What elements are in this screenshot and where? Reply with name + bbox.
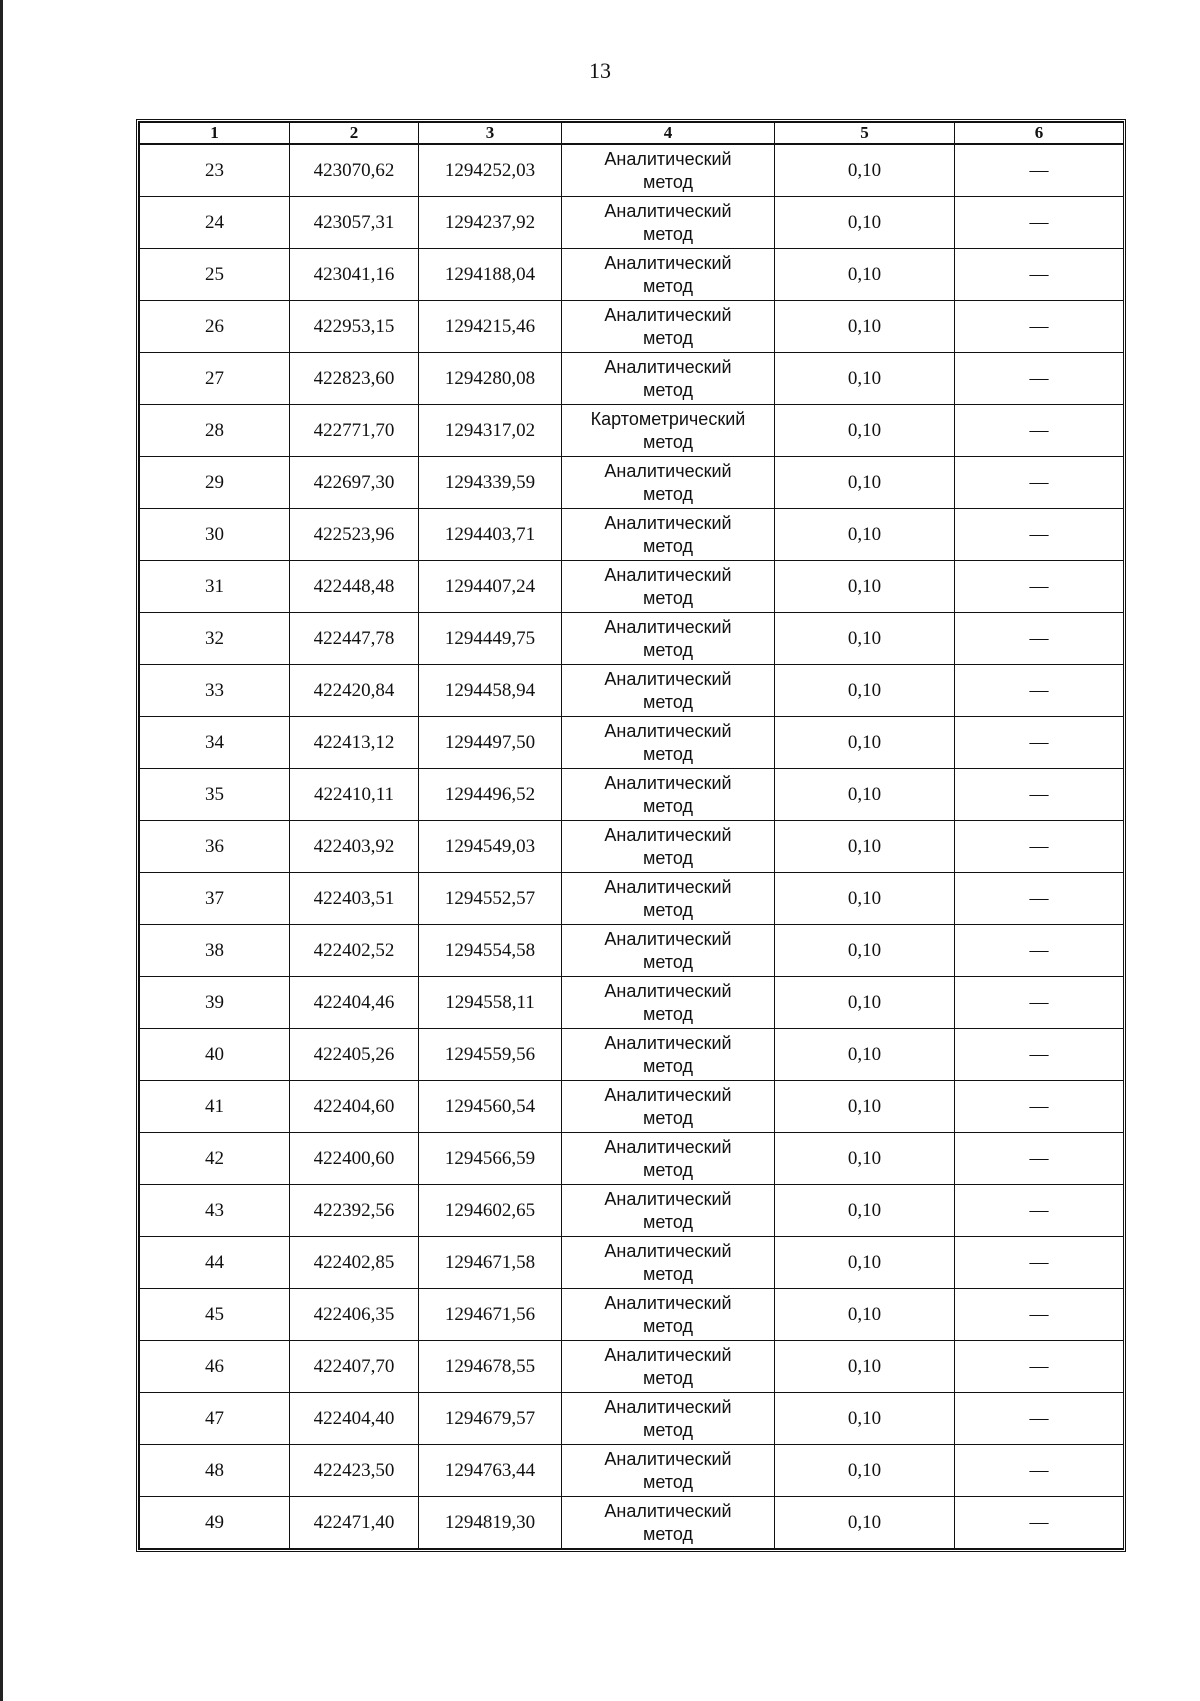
- note-dash: —: [1029, 159, 1049, 181]
- note-dash: —: [1029, 627, 1049, 649]
- note-cell: [955, 1341, 1124, 1393]
- table-row: [140, 197, 1124, 249]
- x-coordinate-cell: 422403,51: [290, 873, 419, 925]
- method-text-line: метод: [643, 1107, 693, 1128]
- note-cell: [955, 353, 1124, 405]
- accuracy-cell: 0,10: [775, 144, 955, 197]
- point-number-cell: 48: [140, 1445, 290, 1497]
- note-cell: [955, 1237, 1124, 1289]
- point-number-cell: 40: [140, 1029, 290, 1081]
- x-coordinate-cell: 423070,62: [290, 144, 419, 197]
- y-coordinate-cell: 1294458,94: [419, 665, 562, 717]
- header-cell: 4: [562, 123, 775, 145]
- method-cell: [562, 769, 775, 821]
- y-coordinate-cell: 1294671,58: [419, 1237, 562, 1289]
- method-text-line: Аналитический: [604, 720, 732, 741]
- x-coordinate-cell: 422404,40: [290, 1393, 419, 1445]
- y-coordinate-cell: 1294763,44: [419, 1445, 562, 1497]
- table-row: [140, 1081, 1124, 1133]
- note-dash: —: [1029, 887, 1049, 909]
- method-text-line: Аналитический: [604, 1396, 732, 1417]
- accuracy-cell: 0,10: [775, 353, 955, 405]
- header-cell: 2: [290, 123, 419, 145]
- point-number-cell: 25: [140, 249, 290, 301]
- note-dash: —: [1029, 315, 1049, 337]
- accuracy-cell: 0,10: [775, 405, 955, 457]
- x-coordinate-cell: 422402,52: [290, 925, 419, 977]
- header-cell: 1: [140, 123, 290, 145]
- accuracy-cell: 0,10: [775, 509, 955, 561]
- method-text-line: метод: [643, 431, 693, 452]
- table-row: [140, 613, 1124, 665]
- accuracy-cell: 0,10: [775, 561, 955, 613]
- x-coordinate-cell: 422404,46: [290, 977, 419, 1029]
- method-text-line: метод: [643, 483, 693, 504]
- method-text-line: метод: [643, 171, 693, 192]
- x-coordinate-cell: 423041,16: [290, 249, 419, 301]
- point-number-cell: 23: [140, 144, 290, 197]
- method-text-line: Аналитический: [604, 668, 732, 689]
- x-coordinate-cell: 422523,96: [290, 509, 419, 561]
- y-coordinate-cell: 1294602,65: [419, 1185, 562, 1237]
- y-coordinate-cell: 1294497,50: [419, 717, 562, 769]
- method-text-line: метод: [643, 587, 693, 608]
- method-text-line: метод: [643, 535, 693, 556]
- method-text-line: метод: [643, 847, 693, 868]
- point-number-cell: 44: [140, 1237, 290, 1289]
- note-dash: —: [1029, 1511, 1049, 1533]
- table-row: [140, 353, 1124, 405]
- header-cell: 6: [955, 123, 1124, 145]
- method-text-line: Картометрический: [590, 408, 746, 429]
- method-text-line: Аналитический: [604, 616, 732, 637]
- table-row: [140, 1237, 1124, 1289]
- table-row: [140, 1393, 1124, 1445]
- method-text-line: метод: [643, 223, 693, 244]
- method-text-line: метод: [643, 1003, 693, 1024]
- note-cell: [955, 457, 1124, 509]
- accuracy-cell: 0,10: [775, 873, 955, 925]
- x-coordinate-cell: 422413,12: [290, 717, 419, 769]
- note-cell: [955, 613, 1124, 665]
- accuracy-cell: 0,10: [775, 457, 955, 509]
- x-coordinate-cell: 422400,60: [290, 1133, 419, 1185]
- note-dash: —: [1029, 1147, 1049, 1169]
- method-text-line: Аналитический: [604, 824, 732, 845]
- note-dash: —: [1029, 1095, 1049, 1117]
- accuracy-cell: 0,10: [775, 1185, 955, 1237]
- method-cell: [562, 873, 775, 925]
- point-number-cell: 43: [140, 1185, 290, 1237]
- table-row: [140, 144, 1124, 197]
- method-text-line: метод: [643, 899, 693, 920]
- method-cell: [562, 249, 775, 301]
- scan-left-edge: [0, 0, 3, 1701]
- y-coordinate-cell: 1294403,71: [419, 509, 562, 561]
- y-coordinate-cell: 1294558,11: [419, 977, 562, 1029]
- method-cell: [562, 197, 775, 249]
- method-text-line: метод: [643, 639, 693, 660]
- method-text-line: Аналитический: [604, 772, 732, 793]
- method-text-line: метод: [643, 1263, 693, 1284]
- table-row: [140, 1445, 1124, 1497]
- y-coordinate-cell: 1294280,08: [419, 353, 562, 405]
- table-row: [140, 665, 1124, 717]
- coordinates-table: [139, 122, 1124, 1549]
- accuracy-cell: 0,10: [775, 613, 955, 665]
- method-text-line: метод: [643, 1367, 693, 1388]
- accuracy-cell: 0,10: [775, 1029, 955, 1081]
- note-cell: [955, 405, 1124, 457]
- y-coordinate-cell: 1294407,24: [419, 561, 562, 613]
- note-cell: [955, 1497, 1124, 1549]
- method-text-line: Аналитический: [604, 304, 732, 325]
- x-coordinate-cell: 422823,60: [290, 353, 419, 405]
- accuracy-cell: 0,10: [775, 925, 955, 977]
- point-number-cell: 39: [140, 977, 290, 1029]
- accuracy-cell: 0,10: [775, 1445, 955, 1497]
- note-cell: [955, 561, 1124, 613]
- point-number-cell: 46: [140, 1341, 290, 1393]
- method-text-line: Аналитический: [604, 1188, 732, 1209]
- method-text-line: Аналитический: [604, 1032, 732, 1053]
- x-coordinate-cell: 422448,48: [290, 561, 419, 613]
- note-cell: [955, 717, 1124, 769]
- note-dash: —: [1029, 1355, 1049, 1377]
- x-coordinate-cell: 422406,35: [290, 1289, 419, 1341]
- x-coordinate-cell: 422392,56: [290, 1185, 419, 1237]
- table-row: [140, 769, 1124, 821]
- y-coordinate-cell: 1294549,03: [419, 821, 562, 873]
- page-number: 13: [589, 58, 611, 83]
- point-number-cell: 36: [140, 821, 290, 873]
- table-row: [140, 1497, 1124, 1549]
- x-coordinate-cell: 422697,30: [290, 457, 419, 509]
- method-text-line: Аналитический: [604, 980, 732, 1001]
- note-dash: —: [1029, 471, 1049, 493]
- y-coordinate-cell: 1294678,55: [419, 1341, 562, 1393]
- method-cell: [562, 717, 775, 769]
- y-coordinate-cell: 1294560,54: [419, 1081, 562, 1133]
- note-cell: [955, 144, 1124, 197]
- y-coordinate-cell: 1294559,56: [419, 1029, 562, 1081]
- point-number-cell: 29: [140, 457, 290, 509]
- method-text-line: метод: [643, 1315, 693, 1336]
- table-row: [140, 405, 1124, 457]
- note-dash: —: [1029, 783, 1049, 805]
- note-dash: —: [1029, 835, 1049, 857]
- method-cell: [562, 405, 775, 457]
- method-cell: [562, 1237, 775, 1289]
- y-coordinate-cell: 1294237,92: [419, 197, 562, 249]
- point-number-cell: 35: [140, 769, 290, 821]
- note-cell: [955, 821, 1124, 873]
- accuracy-cell: 0,10: [775, 301, 955, 353]
- note-dash: —: [1029, 211, 1049, 233]
- point-number-cell: 27: [140, 353, 290, 405]
- table-row: [140, 457, 1124, 509]
- point-number-cell: 33: [140, 665, 290, 717]
- y-coordinate-cell: 1294671,56: [419, 1289, 562, 1341]
- method-text-line: Аналитический: [604, 460, 732, 481]
- note-dash: —: [1029, 1459, 1049, 1481]
- note-cell: [955, 925, 1124, 977]
- table-row: [140, 717, 1124, 769]
- method-text-line: Аналитический: [604, 1240, 732, 1261]
- method-cell: [562, 1185, 775, 1237]
- method-text-line: Аналитический: [604, 1500, 732, 1521]
- table-row: [140, 1029, 1124, 1081]
- accuracy-cell: 0,10: [775, 249, 955, 301]
- method-text-line: метод: [643, 951, 693, 972]
- method-text-line: Аналитический: [604, 1292, 732, 1313]
- note-dash: —: [1029, 575, 1049, 597]
- method-text-line: Аналитический: [604, 1448, 732, 1469]
- note-cell: [955, 1289, 1124, 1341]
- note-cell: [955, 1133, 1124, 1185]
- x-coordinate-cell: 422771,70: [290, 405, 419, 457]
- note-cell: [955, 873, 1124, 925]
- point-number-cell: 34: [140, 717, 290, 769]
- note-dash: —: [1029, 731, 1049, 753]
- point-number-cell: 30: [140, 509, 290, 561]
- note-cell: [955, 1393, 1124, 1445]
- note-dash: —: [1029, 1199, 1049, 1221]
- note-cell: [955, 197, 1124, 249]
- note-cell: [955, 977, 1124, 1029]
- note-cell: [955, 1185, 1124, 1237]
- x-coordinate-cell: 422404,60: [290, 1081, 419, 1133]
- table-row: [140, 249, 1124, 301]
- method-cell: [562, 925, 775, 977]
- x-coordinate-cell: 422410,11: [290, 769, 419, 821]
- x-coordinate-cell: 422405,26: [290, 1029, 419, 1081]
- method-text-line: метод: [643, 1159, 693, 1180]
- note-dash: —: [1029, 1303, 1049, 1325]
- note-dash: —: [1029, 419, 1049, 441]
- point-number-cell: 38: [140, 925, 290, 977]
- y-coordinate-cell: 1294339,59: [419, 457, 562, 509]
- method-cell: [562, 561, 775, 613]
- method-text-line: метод: [643, 691, 693, 712]
- method-cell: [562, 665, 775, 717]
- x-coordinate-cell: 422420,84: [290, 665, 419, 717]
- table-body: [140, 144, 1124, 1549]
- method-text-line: Аналитический: [604, 512, 732, 533]
- table-row: [140, 977, 1124, 1029]
- note-cell: [955, 301, 1124, 353]
- point-number-cell: 49: [140, 1497, 290, 1549]
- point-number-cell: 37: [140, 873, 290, 925]
- y-coordinate-cell: 1294252,03: [419, 144, 562, 197]
- method-cell: [562, 144, 775, 197]
- method-text-line: Аналитический: [604, 252, 732, 273]
- y-coordinate-cell: 1294554,58: [419, 925, 562, 977]
- method-text-line: метод: [643, 379, 693, 400]
- y-coordinate-cell: 1294449,75: [419, 613, 562, 665]
- accuracy-cell: 0,10: [775, 1237, 955, 1289]
- x-coordinate-cell: 422423,50: [290, 1445, 419, 1497]
- method-cell: [562, 1445, 775, 1497]
- point-number-cell: 32: [140, 613, 290, 665]
- x-coordinate-cell: 422403,92: [290, 821, 419, 873]
- point-number-cell: 42: [140, 1133, 290, 1185]
- note-cell: [955, 1081, 1124, 1133]
- method-text-line: метод: [643, 1211, 693, 1232]
- method-cell: [562, 1029, 775, 1081]
- note-cell: [955, 769, 1124, 821]
- table-row: [140, 509, 1124, 561]
- table-row: [140, 821, 1124, 873]
- accuracy-cell: 0,10: [775, 1497, 955, 1549]
- method-cell: [562, 613, 775, 665]
- method-cell: [562, 301, 775, 353]
- note-dash: —: [1029, 523, 1049, 545]
- accuracy-cell: 0,10: [775, 769, 955, 821]
- table-row: [140, 1133, 1124, 1185]
- header-cell: 5: [775, 123, 955, 145]
- table-row: [140, 1185, 1124, 1237]
- point-number-cell: 47: [140, 1393, 290, 1445]
- y-coordinate-cell: 1294566,59: [419, 1133, 562, 1185]
- note-cell: [955, 1445, 1124, 1497]
- note-dash: —: [1029, 679, 1049, 701]
- table-row: [140, 301, 1124, 353]
- x-coordinate-cell: 423057,31: [290, 197, 419, 249]
- note-dash: —: [1029, 367, 1049, 389]
- note-cell: [955, 509, 1124, 561]
- point-number-cell: 28: [140, 405, 290, 457]
- method-text-line: Аналитический: [604, 200, 732, 221]
- method-text-line: метод: [643, 327, 693, 348]
- accuracy-cell: 0,10: [775, 1081, 955, 1133]
- note-dash: —: [1029, 1251, 1049, 1273]
- method-text-line: метод: [643, 795, 693, 816]
- accuracy-cell: 0,10: [775, 1393, 955, 1445]
- note-cell: [955, 1029, 1124, 1081]
- method-text-line: Аналитический: [604, 564, 732, 585]
- table-row: [140, 561, 1124, 613]
- method-text-line: метод: [643, 1419, 693, 1440]
- method-text-line: Аналитический: [604, 1344, 732, 1365]
- y-coordinate-cell: 1294679,57: [419, 1393, 562, 1445]
- method-text-line: Аналитический: [604, 876, 732, 897]
- method-cell: [562, 1081, 775, 1133]
- method-cell: [562, 821, 775, 873]
- x-coordinate-cell: 422407,70: [290, 1341, 419, 1393]
- method-cell: [562, 1133, 775, 1185]
- method-text-line: метод: [643, 1523, 693, 1544]
- note-cell: [955, 665, 1124, 717]
- point-number-cell: 31: [140, 561, 290, 613]
- y-coordinate-cell: 1294496,52: [419, 769, 562, 821]
- method-text-line: метод: [643, 743, 693, 764]
- point-number-cell: 41: [140, 1081, 290, 1133]
- method-text-line: метод: [643, 275, 693, 296]
- x-coordinate-cell: 422471,40: [290, 1497, 419, 1549]
- method-cell: [562, 509, 775, 561]
- point-number-cell: 26: [140, 301, 290, 353]
- method-cell: [562, 1341, 775, 1393]
- method-cell: [562, 1497, 775, 1549]
- note-dash: —: [1029, 1407, 1049, 1429]
- method-cell: [562, 1289, 775, 1341]
- header-cell: 3: [419, 123, 562, 145]
- method-text-line: Аналитический: [604, 928, 732, 949]
- table-row: [140, 1289, 1124, 1341]
- accuracy-cell: 0,10: [775, 1133, 955, 1185]
- method-cell: [562, 977, 775, 1029]
- y-coordinate-cell: 1294552,57: [419, 873, 562, 925]
- accuracy-cell: 0,10: [775, 821, 955, 873]
- x-coordinate-cell: 422953,15: [290, 301, 419, 353]
- table-row: [140, 873, 1124, 925]
- method-text-line: Аналитический: [604, 356, 732, 377]
- note-dash: —: [1029, 939, 1049, 961]
- point-number-cell: 45: [140, 1289, 290, 1341]
- note-dash: —: [1029, 1043, 1049, 1065]
- y-coordinate-cell: 1294819,30: [419, 1497, 562, 1549]
- accuracy-cell: 0,10: [775, 665, 955, 717]
- y-coordinate-cell: 1294215,46: [419, 301, 562, 353]
- method-cell: [562, 457, 775, 509]
- table-header-row: [140, 123, 1124, 145]
- accuracy-cell: 0,10: [775, 1289, 955, 1341]
- accuracy-cell: 0,10: [775, 717, 955, 769]
- method-text-line: метод: [643, 1055, 693, 1076]
- table-row: [140, 925, 1124, 977]
- accuracy-cell: 0,10: [775, 197, 955, 249]
- coordinates-table-frame: [136, 119, 1126, 1552]
- x-coordinate-cell: 422447,78: [290, 613, 419, 665]
- method-text-line: Аналитический: [604, 1084, 732, 1105]
- x-coordinate-cell: 422402,85: [290, 1237, 419, 1289]
- y-coordinate-cell: 1294317,02: [419, 405, 562, 457]
- note-dash: —: [1029, 991, 1049, 1013]
- table-row: [140, 1341, 1124, 1393]
- method-text-line: Аналитический: [604, 148, 732, 169]
- note-dash: —: [1029, 263, 1049, 285]
- note-cell: [955, 249, 1124, 301]
- point-number-cell: 24: [140, 197, 290, 249]
- y-coordinate-cell: 1294188,04: [419, 249, 562, 301]
- method-text-line: метод: [643, 1471, 693, 1492]
- method-text-line: Аналитический: [604, 1136, 732, 1157]
- method-cell: [562, 353, 775, 405]
- accuracy-cell: 0,10: [775, 977, 955, 1029]
- accuracy-cell: 0,10: [775, 1341, 955, 1393]
- method-cell: [562, 1393, 775, 1445]
